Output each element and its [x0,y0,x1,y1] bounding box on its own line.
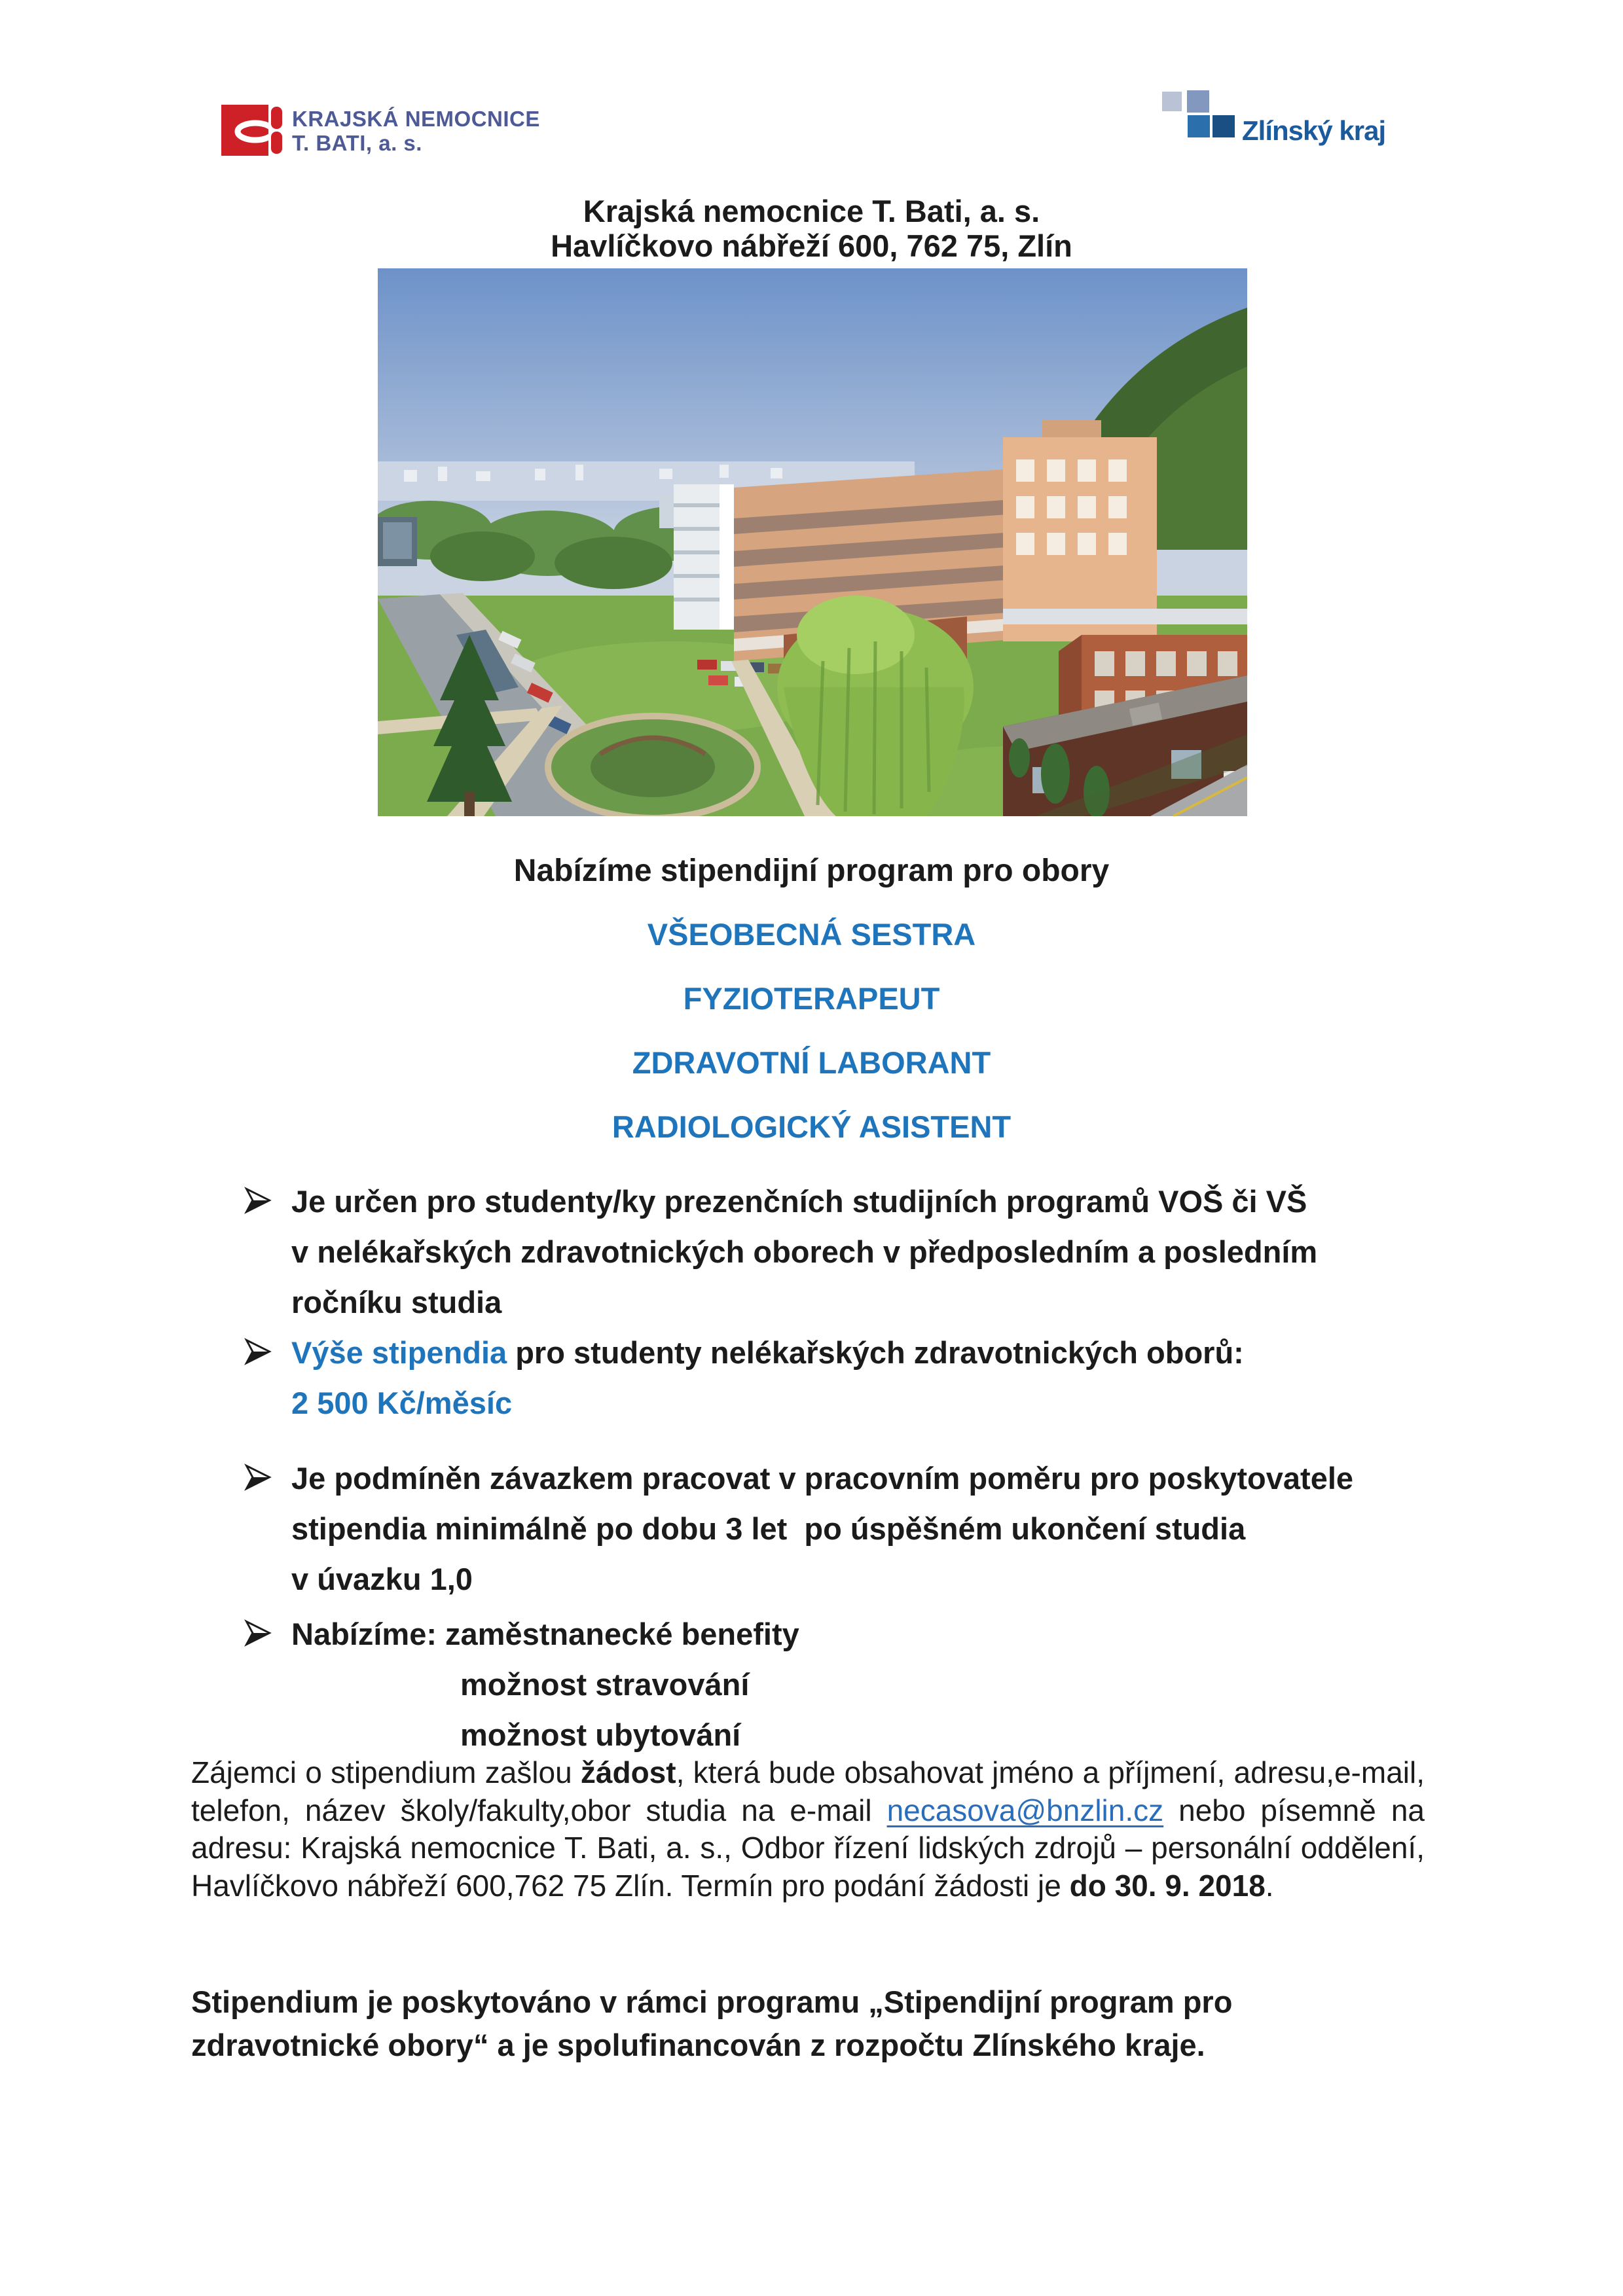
zk-logo-square-steel [1187,90,1209,113]
apply-text: Zájemci o stipendium zašlou [191,1755,581,1789]
apply-text: . [1265,1868,1274,1903]
kntb-logo-line1: KRAJSKÁ NEMOCNICE [292,107,540,131]
email-link[interactable]: necasova@bnzlin.cz [886,1793,1164,1827]
funding-line2: zdravotnické obory“ a je spolufinancován z rozpočtu Zlínského kraje. [191,2028,1205,2062]
arrow-bullet-icon [244,1338,272,1365]
hospital-campus-photo [378,268,1247,816]
bullet-line: ročníku studia [291,1285,502,1319]
zk-logo-square-blue [1188,115,1210,137]
page-title [0,194,1623,263]
apply-text: nebo písemně na adresu: Krajská nemocnice T. Bati, a. s., Odbor řízení lidských zdrojů – personální oddělení, Havlíčkovo nábřeží 600,762 75 Zlín. Termín pro podání žádosti je [191,1793,1425,1903]
kntb-logo-text [292,107,540,155]
zadost-bold: žádost [580,1755,676,1789]
arrow-bullet-icon [244,1619,272,1647]
program-radiologicky-asistent: RADIOLOGICKÝ ASISTENT [611,1109,1012,1144]
bullet-line: Je podmíněn závazkem pracovat v pracovním poměru pro poskytovatele [291,1461,1354,1496]
zk-logo-label: Zlínský kraj [1242,115,1386,146]
bullet-line: v nelékařských zdravotnických oborech v předposledním a posledním [291,1234,1318,1269]
intro-heading: Nabízíme stipendijní program pro obory [513,853,1110,888]
arrow-bullet-icon [244,1463,272,1491]
funding-line1: Stipendium je poskytováno v rámci programu „Stipendijní program pro [191,1984,1233,2019]
deadline-text: do 30. 9. 2018 [1069,1868,1266,1903]
kntb-b-icon [221,105,283,157]
bullet-line: Je určen pro studenty/ky prezenčních studijních programů VOŠ či VŠ [291,1184,1307,1219]
bullet-line: v úvazku 1,0 [291,1562,473,1596]
kntb-logo [221,105,540,157]
program-zdravotni-laborant: ZDRAVOTNÍ LABORANT [632,1045,991,1080]
apply-text: , která bude obsahovat jméno a příjmení, adresu,e-mail, telefon, název školy/fakulty,obor studia na e-mail [191,1755,1425,1827]
funding-paragraph [191,1981,1474,2067]
arrow-bullet-icon [244,1187,272,1214]
bullet-line: Nabízíme: zaměstnanecké benefity [291,1617,799,1651]
zk-logo-square-light [1162,92,1182,111]
bullet-line-rest: pro studenty nelékařských zdravotnických oborů: [507,1335,1244,1370]
benefit-line-ubytovani: možnost ubytování [460,1717,741,1752]
zlinsky-kraj-logo [1162,90,1398,145]
page-title-line2: Havlíčkovo nábřeží 600, 762 75, Zlín [551,228,1072,263]
bullet-stipend-amount [244,1327,1449,1428]
zk-logo-square-navy [1213,115,1235,137]
benefit-line-stravovani: možnost stravování [460,1667,750,1702]
bullet-commitment [244,1453,1449,1604]
bullet-benefits [244,1609,1449,1760]
stipend-amount-value: 2 500 Kč/měsíc [291,1386,513,1420]
bullet-line [291,1327,1449,1378]
bullet-eligibility [244,1176,1449,1327]
kntb-logo-line2: T. BATI, a. s. [292,131,422,155]
stipend-amount-label: Výše stipendia [291,1335,507,1370]
application-paragraph [191,1754,1425,1905]
page-title-line1: Krajská nemocnice T. Bati, a. s. [583,194,1040,228]
program-fyzioterapeut: FYZIOTERAPEUT [683,981,940,1016]
program-vseobecna-sestra: VŠEOBECNÁ SESTRA [647,917,976,952]
bullet-line: stipendia minimálně po dobu 3 let po úspěšném ukončení studia [291,1511,1246,1546]
